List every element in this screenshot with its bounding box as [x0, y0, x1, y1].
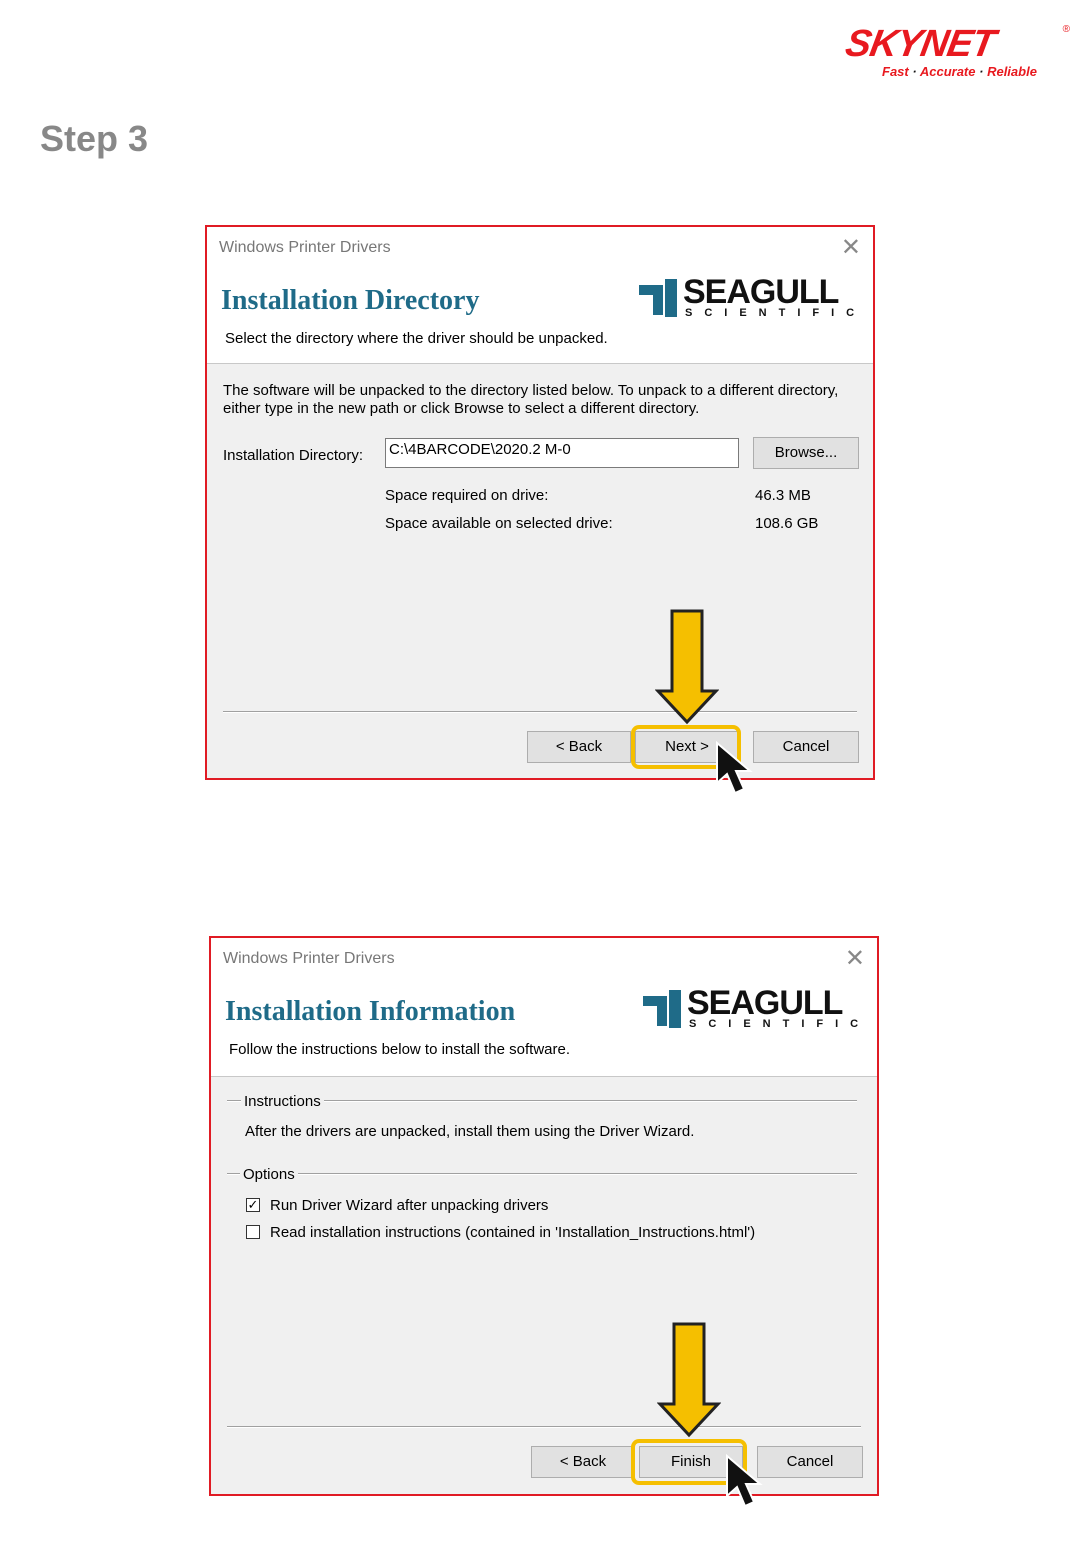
finish-button[interactable]: Finish — [639, 1446, 743, 1478]
dialog-header — [211, 938, 877, 1077]
window-title: Windows Printer Drivers — [223, 950, 395, 967]
tagline-dot: · — [912, 64, 917, 79]
tagline-accurate: Accurate — [919, 64, 976, 79]
back-button[interactable]: < Back — [527, 731, 631, 763]
tagline-dot: · — [979, 64, 984, 79]
seagull-wordmark: SEAGULL — [683, 273, 839, 311]
down-arrow-icon — [655, 609, 719, 725]
space-required-value: 46.3 MB — [755, 487, 811, 504]
tagline-reliable: Reliable — [987, 64, 1037, 79]
run-wizard-label[interactable]: Run Driver Wizard after unpacking drivers — [270, 1197, 549, 1214]
page-subtitle: Follow the instructions below to install the software. — [229, 1041, 570, 1058]
seagull-subtext: SCIENTIFIC — [689, 1018, 871, 1030]
instructions-group-label: Instructions — [241, 1093, 324, 1110]
button-separator — [223, 711, 857, 713]
next-button[interactable]: Next > — [635, 731, 739, 763]
read-instructions-checkbox[interactable] — [246, 1225, 260, 1239]
seagull-subtext: SCIENTIFIC — [685, 307, 867, 319]
logo-tagline — [882, 64, 1037, 79]
close-icon[interactable]: ✕ — [844, 944, 865, 972]
seagull-wordmark: SEAGULL — [687, 984, 843, 1022]
seagull-mark-icon — [639, 279, 677, 317]
directory-input[interactable]: C:\4BARCODE\2020.2 M-0 — [385, 438, 739, 468]
description-line1: The software will be unpacked to the directory listed below. To unpack to a different directory, — [223, 382, 839, 399]
space-required-label: Space required on drive: — [385, 487, 549, 504]
step-title: Step 3 — [40, 118, 149, 159]
instructions-text: After the drivers are unpacked, install them using the Driver Wizard. — [245, 1123, 695, 1140]
seagull-logo — [639, 273, 867, 323]
mouse-cursor-icon — [723, 1454, 767, 1510]
cancel-button[interactable]: Cancel — [757, 1446, 863, 1478]
cancel-button[interactable]: Cancel — [753, 731, 859, 763]
button-separator — [227, 1426, 861, 1428]
installation-information-dialog — [209, 936, 879, 1496]
tagline-fast: Fast — [882, 64, 909, 79]
description-line2: either type in the new path or click Browse to select a different directory. — [223, 400, 700, 417]
registered-mark: ® — [1062, 24, 1070, 35]
skynet-logo — [842, 22, 1076, 88]
installation-directory-dialog — [205, 225, 875, 780]
page-title: Installation Directory — [221, 285, 480, 316]
run-wizard-checkbox[interactable]: ✓ — [247, 1197, 259, 1212]
down-arrow-icon — [657, 1322, 721, 1438]
read-instructions-label[interactable]: Read installation instructions (contained in 'Installation_Instructions.html') — [270, 1224, 756, 1241]
space-available-value: 108.6 GB — [755, 515, 819, 532]
dialog-header — [207, 227, 873, 364]
seagull-mark-icon — [643, 990, 681, 1028]
options-group-label: Options — [240, 1166, 298, 1183]
back-button[interactable]: < Back — [531, 1446, 635, 1478]
seagull-logo — [643, 984, 871, 1034]
mouse-cursor-icon — [713, 741, 757, 797]
window-title: Windows Printer Drivers — [219, 239, 391, 256]
close-icon[interactable]: ✕ — [840, 233, 861, 261]
page-subtitle: Select the directory where the driver should be unpacked. — [225, 330, 608, 347]
browse-button[interactable]: Browse... — [753, 437, 859, 469]
page-title: Installation Information — [225, 996, 516, 1027]
options-group-line — [227, 1173, 857, 1175]
directory-label: Installation Directory: — [223, 447, 364, 464]
logo-wordmark: SKYNET — [842, 23, 998, 65]
space-available-label: Space available on selected drive: — [385, 515, 613, 532]
